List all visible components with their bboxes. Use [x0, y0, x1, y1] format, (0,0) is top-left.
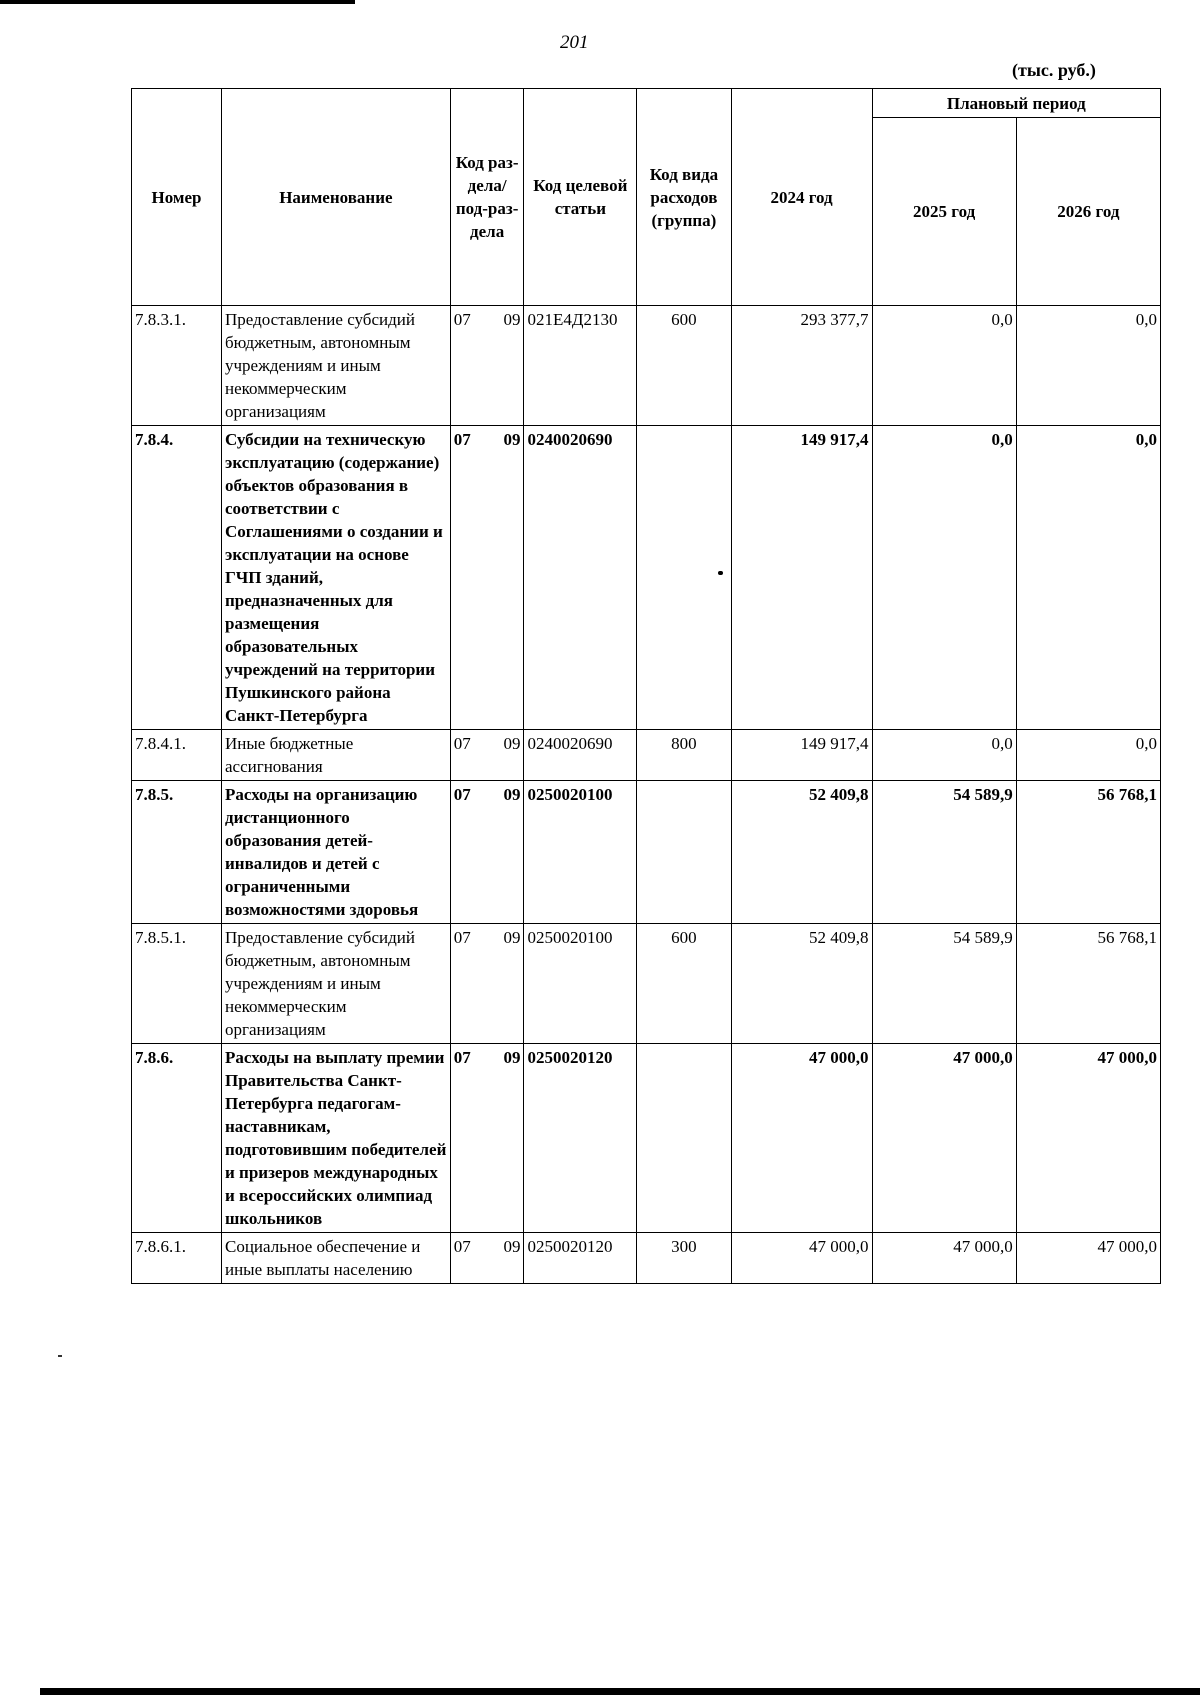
row-value-2024: 52 409,8: [731, 924, 872, 1044]
row-section-code: [450, 306, 524, 426]
row-name: Предоставление субсидий бюджетным, автономным учреждениям и иным некоммерческим организациям: [221, 924, 450, 1044]
row-section: 07: [453, 785, 471, 804]
units-label: (тыс. руб.): [1012, 60, 1096, 80]
header-section-code: Код раз-дела/ под-раз-дела: [450, 89, 524, 306]
row-value-2024: 149 917,4: [731, 426, 872, 730]
row-section-code: [450, 730, 524, 781]
row-value-2026: 0,0: [1016, 306, 1160, 426]
row-expense-group: [637, 426, 731, 730]
row-expense-group: 800: [637, 730, 731, 781]
row-number: 7.8.4.: [132, 426, 222, 730]
row-target-code: 0240020690: [524, 426, 637, 730]
row-name: Расходы на выплату премии Правительства Санкт-Петербурга педагогам-наставникам, подготовившим победителей и призеров международных и всероссийских олимпиад школьников: [221, 1044, 450, 1233]
row-section: 07: [453, 1048, 471, 1067]
row-number: 7.8.6.1.: [132, 1233, 222, 1284]
header-expense-type: Код вида расходов (группа): [637, 89, 731, 306]
row-expense-group: 300: [637, 1233, 731, 1284]
row-value-2026: 47 000,0: [1016, 1233, 1160, 1284]
row-value-2026: 56 768,1: [1016, 781, 1160, 924]
row-section-code: [450, 781, 524, 924]
row-subsection: 09: [503, 1237, 521, 1256]
row-target-code: 0250020100: [524, 924, 637, 1044]
row-value-2024: 293 377,7: [731, 306, 872, 426]
row-section: 07: [453, 430, 471, 449]
table-row: [132, 730, 1161, 781]
row-subsection: 09: [503, 734, 521, 753]
row-expense-group: [637, 1044, 731, 1233]
row-subsection: 09: [503, 310, 521, 329]
bottom-rule: [40, 1688, 1200, 1695]
row-name: Субсидии на техническую эксплуатацию (содержание) объектов образования в соответствии с Соглашениями о создании и эксплуатации на основе ГЧП зданий, предназначенных для размещения образовательных учреждений на территории Пушкинского района Санкт-Петербурга: [221, 426, 450, 730]
row-expense-group: 600: [637, 924, 731, 1044]
header-planned-period: Плановый период: [872, 89, 1160, 118]
row-value-2025: 54 589,9: [872, 781, 1016, 924]
row-value-2026: 0,0: [1016, 426, 1160, 730]
row-section-code: [450, 426, 524, 730]
row-number: 7.8.3.1.: [132, 306, 222, 426]
table-row: [132, 426, 1161, 730]
row-subsection: 09: [503, 1048, 521, 1067]
row-target-code: 0250020100: [524, 781, 637, 924]
row-value-2024: 149 917,4: [731, 730, 872, 781]
table-row: [132, 1044, 1161, 1233]
row-number: 7.8.5.1.: [132, 924, 222, 1044]
row-section: 07: [453, 928, 471, 947]
row-target-code: 0250020120: [524, 1233, 637, 1284]
row-expense-group: 600: [637, 306, 731, 426]
row-name: Социальное обеспечение и иные выплаты населению: [221, 1233, 450, 1284]
budget-table: [131, 88, 1161, 1284]
row-section-code: [450, 1044, 524, 1233]
row-target-code: 021Е4Д2130: [524, 306, 637, 426]
row-name: Предоставление субсидий бюджетным, автономным учреждениям и иным некоммерческим организациям: [221, 306, 450, 426]
page-number: 201: [560, 32, 589, 53]
header-year-2025: 2025 год: [872, 118, 1016, 306]
row-value-2025: 0,0: [872, 426, 1016, 730]
row-expense-group: [637, 781, 731, 924]
row-value-2025: 0,0: [872, 730, 1016, 781]
row-value-2026: 0,0: [1016, 730, 1160, 781]
row-section-code: [450, 1233, 524, 1284]
row-value-2026: 56 768,1: [1016, 924, 1160, 1044]
row-name: Иные бюджетные ассигнования: [221, 730, 450, 781]
row-target-code: 0240020690: [524, 730, 637, 781]
row-value-2025: 47 000,0: [872, 1233, 1016, 1284]
row-section: 07: [453, 734, 471, 753]
header-year-2026: 2026 год: [1016, 118, 1160, 306]
row-number: 7.8.5.: [132, 781, 222, 924]
table-row: [132, 781, 1161, 924]
row-value-2025: 47 000,0: [872, 1044, 1016, 1233]
row-value-2024: 52 409,8: [731, 781, 872, 924]
row-section-code: [450, 924, 524, 1044]
row-number: 7.8.6.: [132, 1044, 222, 1233]
table-row: [132, 1233, 1161, 1284]
row-target-code: 0250020120: [524, 1044, 637, 1233]
row-subsection: 09: [503, 430, 521, 449]
header-name: Наименование: [221, 89, 450, 306]
margin-mark: [58, 1355, 62, 1357]
scan-speck: [718, 571, 723, 575]
table-row: [132, 306, 1161, 426]
row-subsection: 09: [503, 928, 521, 947]
row-name: Расходы на организацию дистанционного образования детей-инвалидов и детей с ограниченными возможностями здоровья: [221, 781, 450, 924]
table-header: [132, 89, 1161, 306]
header-year-2024: 2024 год: [731, 89, 872, 306]
row-value-2025: 0,0: [872, 306, 1016, 426]
row-value-2024: 47 000,0: [731, 1233, 872, 1284]
row-value-2026: 47 000,0: [1016, 1044, 1160, 1233]
row-value-2024: 47 000,0: [731, 1044, 872, 1233]
table-row: [132, 924, 1161, 1044]
top-rule: [0, 0, 355, 4]
row-number: 7.8.4.1.: [132, 730, 222, 781]
row-section: 07: [453, 1237, 471, 1256]
header-target-code: Код целевой статьи: [524, 89, 637, 306]
header-number: Номер: [132, 89, 222, 306]
table-body: [132, 306, 1161, 1284]
row-value-2025: 54 589,9: [872, 924, 1016, 1044]
row-subsection: 09: [503, 785, 521, 804]
row-section: 07: [453, 310, 471, 329]
